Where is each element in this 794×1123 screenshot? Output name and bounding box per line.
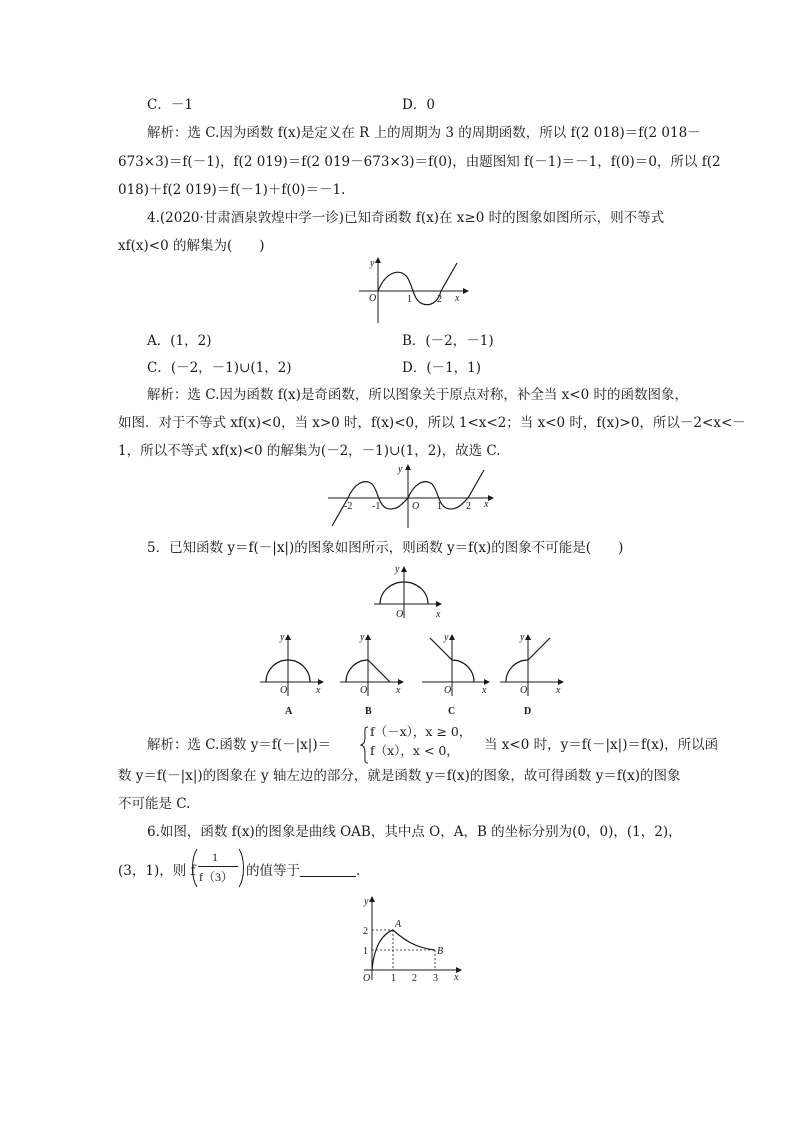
- origin-label: O: [396, 609, 404, 620]
- q4-stem-line-1: 4.(2020·甘肃酒泉敦煌中学一诊)已知奇函数 f(x)在 x≥0 时的图象如图所示，则不等式: [147, 210, 665, 226]
- q5-option-label-b: B: [365, 706, 372, 717]
- q4-option-a: A．(1，2): [147, 333, 212, 349]
- q4-solution-line-2: 如图．对于不等式 xf(x)<0，当 x>0 时，f(x)<0，所以 1<x<2；当 x<0 时，f(x)>0，所以－2<x<－: [118, 415, 746, 431]
- q6-stem-end: .: [356, 863, 361, 879]
- tick-2: 2: [437, 294, 442, 305]
- q3-option-d: D．0: [402, 97, 435, 113]
- tick-1: 1: [437, 501, 442, 512]
- left-paren-icon: [190, 848, 198, 888]
- q5-solution-line-1a: 解析：选 C.函数 y＝f(－|x|)＝: [147, 737, 332, 753]
- tick-neg-1: -1: [372, 501, 381, 512]
- q5-solution-line-2: 数 y＝f(－|x|)的图象在 y 轴左边的部分，就是函数 y＝f(x)的图象，故可得函数 y＝f(x)的图象: [118, 768, 681, 784]
- svg-text:O: O: [360, 685, 368, 696]
- x-tick-3: 3: [433, 973, 438, 984]
- q5-option-b-figure: [338, 630, 406, 698]
- y-axis-arrow-icon: [405, 464, 411, 470]
- q6-stem-line-1: 6.如图，函数 f(x)的图象是曲线 OAB，其中点 O，A，B 的坐标分别为(0，0)，(1，2)，: [147, 824, 682, 840]
- q3-solution-line-2: 673×3)＝f(－1)，f(2 019)＝f(2 019－673×3)＝f(0)，由题图知 f(－1)＝－1，f(0)＝0，所以 f(2: [118, 154, 721, 170]
- q6-fraction-bar: [198, 866, 238, 867]
- q6-figure: [356, 892, 466, 987]
- x-label: x: [454, 972, 459, 983]
- y-tick-1: 1: [363, 946, 368, 957]
- q4-stem-line-2: xf(x)<0 的解集为( ): [118, 238, 265, 254]
- x-label: x: [484, 499, 489, 510]
- y-axis-arrow-icon: [375, 257, 381, 263]
- svg-text:y: y: [360, 632, 365, 643]
- q5-option-a-figure: [258, 630, 326, 698]
- q4-option-b: B．(－2，－1): [402, 333, 494, 349]
- point-a-label: A: [395, 919, 402, 930]
- q5-case-2: f（x），x < 0，: [370, 743, 459, 758]
- q4-solution-line-1: 解析：选 C.因为函数 f(x)是奇函数，所以图象关于原点对称，补全当 x<0 时的函数图象，: [147, 387, 688, 403]
- origin-label: O: [412, 501, 420, 512]
- tick-neg-2: -2: [344, 501, 353, 512]
- origin-label: O: [369, 293, 377, 304]
- y-axis-arrow-icon: [449, 634, 455, 640]
- y-label: y: [364, 896, 369, 907]
- y-label: y: [370, 258, 375, 269]
- answer-blank[interactable]: [300, 862, 356, 877]
- q3-solution-line-1: 解析：选 C.因为函数 f(x)是定义在 R 上的周期为 3 的周期函数，所以 f(2 018)＝f(2 018－: [147, 125, 701, 141]
- q4-option-d: D．(－1，1): [402, 360, 482, 376]
- svg-text:x: x: [482, 685, 487, 696]
- svg-text:O: O: [280, 685, 288, 696]
- x-tick-1: 1: [391, 973, 396, 984]
- svg-text:x: x: [396, 685, 401, 696]
- svg-text:O: O: [444, 685, 452, 696]
- function-curve: [378, 263, 457, 305]
- point-b-label: B: [437, 946, 444, 957]
- y-axis-arrow-icon: [365, 634, 371, 640]
- q5-solution-line-1b: 当 x<0 时，y＝f(－|x|)＝f(x)，所以函: [484, 737, 719, 753]
- q5-main-figure: [372, 562, 444, 620]
- q5-solution-line-3: 不可能是 C.: [118, 796, 191, 812]
- q6-fraction-denominator: f（3）: [199, 870, 233, 884]
- y-tick-2: 2: [363, 926, 368, 937]
- x-axis-arrow-icon: [488, 495, 494, 501]
- q6-stem-text: 的值等于: [246, 863, 300, 879]
- q5-case-1: f（－x），x ≥ 0，: [370, 724, 472, 739]
- tick-2: 2: [466, 501, 471, 512]
- q3-option-c: C．－1: [147, 97, 193, 113]
- q5-stem: 5．已知函数 y＝f(－|x|)的图象如图所示，则函数 y＝f(x)的图象不可能是( ): [147, 540, 624, 556]
- q3-solution-line-3: 018)＋f(2 019)＝f(－1)＋f(0)＝－1.: [118, 182, 346, 198]
- x-tick-2: 2: [412, 973, 417, 984]
- q5-option-label-c: C: [448, 706, 456, 717]
- svg-text:y: y: [520, 632, 525, 643]
- svg-text:y: y: [444, 632, 449, 643]
- y-label: y: [398, 464, 403, 475]
- y-axis-arrow-icon: [285, 634, 291, 640]
- q5-option-label-a: A: [285, 706, 293, 717]
- q4-figure-2: [326, 460, 496, 530]
- q6-stem-line-2b: [246, 861, 360, 881]
- svg-text:x: x: [316, 685, 321, 696]
- q5-option-label-d: D: [524, 706, 532, 717]
- q5-option-d-figure: [498, 630, 566, 698]
- x-axis-arrow-icon: [436, 601, 442, 607]
- right-paren-icon: [238, 848, 246, 888]
- x-axis-arrow-icon: [463, 288, 469, 294]
- left-brace-icon: [360, 726, 370, 764]
- y-label: y: [395, 564, 400, 575]
- q5-option-c-figure: [420, 630, 492, 698]
- q6-fraction-numerator: 1: [212, 850, 218, 864]
- q4-solution-line-3: 1，所以不等式 xf(x)<0 的解集为(－2，－1)∪(1，2)，故选 C.: [118, 443, 501, 459]
- x-label: x: [436, 609, 441, 620]
- tick-1: 1: [407, 294, 412, 305]
- q6-stem-line-2a: (3，1)，则 f: [118, 863, 196, 879]
- svg-text:y: y: [280, 632, 285, 643]
- q4-option-c: C．(－2，－1)∪(1，2): [147, 360, 292, 376]
- svg-text:x: x: [556, 685, 561, 696]
- y-axis-arrow-icon: [401, 566, 407, 572]
- svg-text:O: O: [520, 685, 528, 696]
- y-axis-arrow-icon: [369, 896, 375, 902]
- x-label: x: [455, 293, 460, 304]
- q4-figure-1: [355, 255, 470, 327]
- origin-label: O: [363, 973, 371, 984]
- y-axis-arrow-icon: [525, 634, 531, 640]
